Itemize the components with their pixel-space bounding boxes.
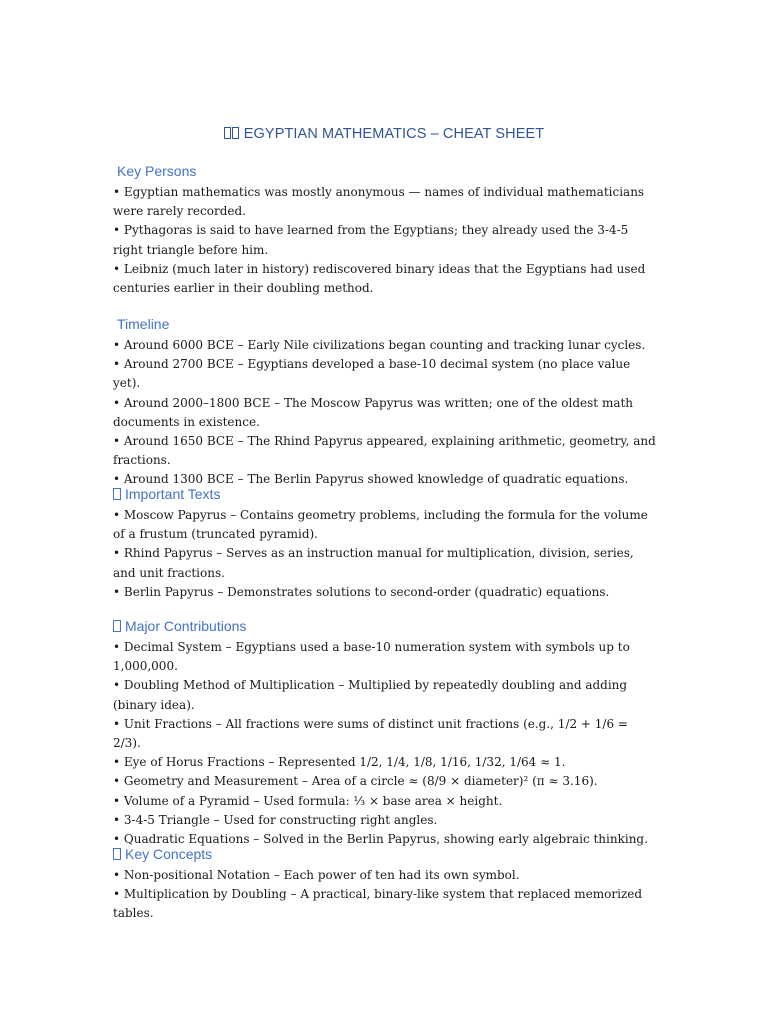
list-item: • Around 1300 BCE – The Berlin Papyrus showed knowledge of quadratic equations. xyxy=(113,472,629,487)
section-important-texts xyxy=(113,484,658,602)
missing-glyph-icon xyxy=(113,848,121,860)
document-title-text: EGYPTIAN MATHEMATICS – CHEAT SHEET xyxy=(243,126,545,142)
section-items xyxy=(113,866,658,924)
list-item: • Pythagoras is said to have learned from the Egyptians; they already used the 3-4-5 right triangle before him. xyxy=(113,223,629,257)
list-item: • Eye of Horus Fractions – Represented 1/2, 1/4, 1/8, 1/16, 1/32, 1/64 ≈ 1. xyxy=(113,755,566,770)
section-items xyxy=(113,506,658,602)
list-item: • Leibniz (much later in history) rediscovered binary ideas that the Egyptians had used centuries earlier in their doubling method. xyxy=(113,261,646,296)
missing-glyph-icon xyxy=(113,620,121,632)
list-item: • Multiplication by Doubling – A practical, binary-like system that replaced memorized tables. xyxy=(113,887,643,921)
section-heading xyxy=(113,844,658,864)
list-item: • Around 2000–1800 BCE – The Moscow Papyrus was written; one of the oldest math documents in existence. xyxy=(113,395,634,429)
section-key-concepts xyxy=(113,844,658,924)
missing-glyph-icon xyxy=(224,127,231,139)
section-items xyxy=(113,638,658,849)
list-item: • Moscow Papyrus – Contains geometry problems, including the formula for the volume of a frustum (truncated pyramid). xyxy=(113,508,648,542)
section-timeline xyxy=(113,314,658,490)
list-item: • Rhind Papyrus – Serves as an instruction manual for multiplication, division, series, and unit fractions. xyxy=(113,546,634,580)
list-item: • Non-positional Notation – Each power of ten had its own symbol. xyxy=(113,868,520,882)
missing-glyph-icon xyxy=(113,488,121,500)
list-item: • Quadratic Equations – Solved in the Berlin Papyrus, showing early algebraic thinking. xyxy=(113,832,648,847)
section-heading xyxy=(113,314,658,334)
section-heading-text: Key Persons xyxy=(117,163,197,179)
section-major-contributions xyxy=(113,616,658,849)
list-item: • Around 6000 BCE – Early Nile civilizations began counting and tracking lunar cycles. xyxy=(113,338,646,352)
section-items xyxy=(113,183,658,298)
list-item: • 3-4-5 Triangle – Used for constructing right angles. xyxy=(113,812,438,827)
section-heading xyxy=(113,484,658,504)
section-items xyxy=(113,336,658,490)
list-item: • Around 2700 BCE – Egyptians developed a base-10 decimal system (no place value yet). xyxy=(113,357,631,391)
list-item: • Egyptian mathematics was mostly anonymous — names of individual mathematicians were rarely recorded. xyxy=(113,185,645,219)
list-item: • Volume of a Pyramid – Used formula: ⅓ × base area × height. xyxy=(113,793,503,808)
list-item: • Geometry and Measurement – Area of a circle ≈ (8/9 × diameter)² (π ≈ 3.16). xyxy=(113,774,598,789)
section-heading-text: Key Concepts xyxy=(125,846,213,862)
section-key-persons xyxy=(113,161,658,298)
list-item: • Unit Fractions – All fractions were sums of distinct unit fractions (e.g., 1/2 + 1/6 = 2/3). xyxy=(113,716,628,751)
list-item: • Around 1650 BCE – The Rhind Papyrus appeared, explaining arithmetic, geometry, and fractions. xyxy=(113,434,656,468)
section-heading-text: Timeline xyxy=(117,316,170,332)
section-heading-text: Important Texts xyxy=(125,486,221,502)
list-item: • Doubling Method of Multiplication – Multiplied by repeatedly doubling and adding (binary idea). xyxy=(113,678,628,712)
list-item: • Berlin Papyrus – Demonstrates solutions to second-order (quadratic) equations. xyxy=(113,584,610,599)
section-heading xyxy=(113,616,658,636)
document-title xyxy=(0,126,768,142)
section-heading xyxy=(113,161,658,181)
section-heading-text: Major Contributions xyxy=(125,618,247,634)
missing-glyph-icon xyxy=(232,127,239,139)
list-item: • Decimal System – Egyptians used a base-10 numeration system with symbols up to 1,000,000. xyxy=(113,640,630,674)
